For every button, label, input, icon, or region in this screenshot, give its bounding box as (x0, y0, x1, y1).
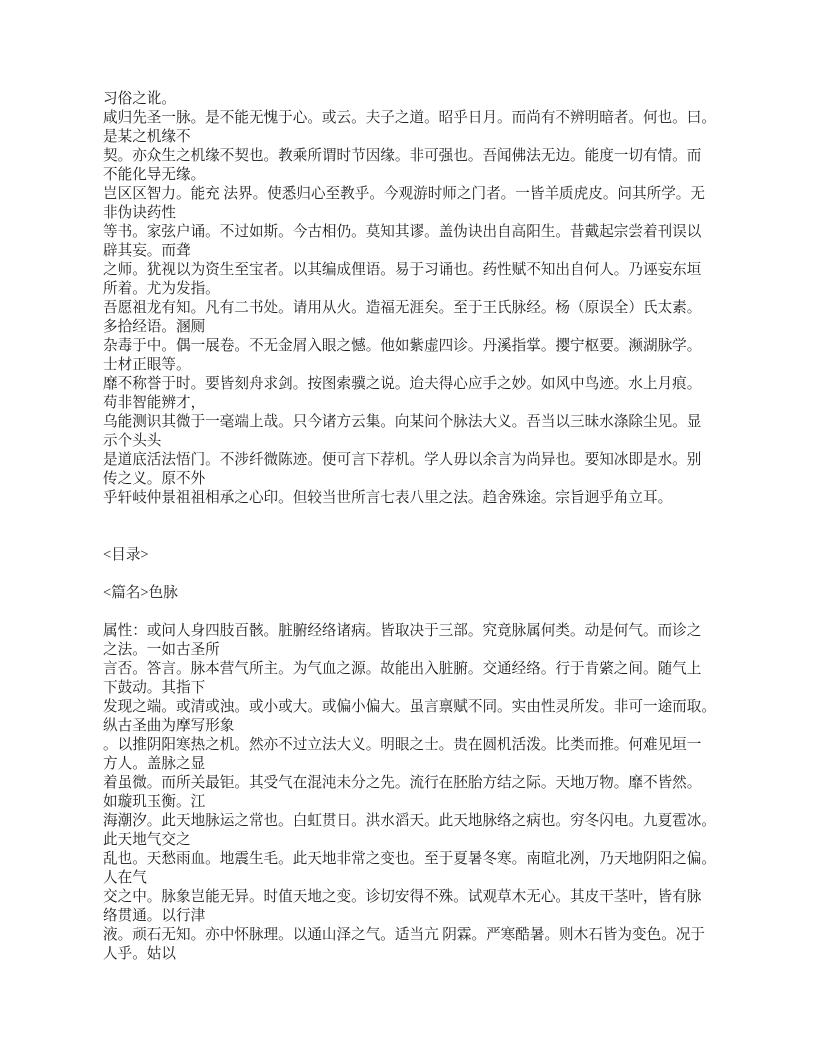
text-line: 吾愿祖龙有知。凡有二书处。请用从火。造福无涯矣。至于王氏脉经。杨（原误全）氏太素。 (103, 300, 702, 316)
text-line: 下鼓动。其指下 (103, 680, 206, 696)
text-line: 之师。犹视以为资生至宝者。以其编成俚语。易于习诵也。药性赋不知出自何人。乃诬妄东垣 (103, 262, 702, 278)
text-line: 发现之端。或清或浊。或小或大。或偏小偏大。虽言禀赋不同。实由性灵所发。非可一途而取。 (103, 699, 716, 715)
text-line: 方人。盖脉之显 (103, 756, 206, 772)
text-line: 士材正眼等。 (103, 357, 191, 373)
text-line: 纵古圣曲为摩写形象 (103, 718, 235, 734)
text-line: 示个头头 (103, 433, 162, 449)
text-line: 所着。尤为发指。 (103, 281, 220, 297)
text-line: 是某之机缘不 (103, 129, 191, 145)
text-line: 。以推阴阳寒热之机。然亦不过立法大义。明眼之士。贵在圆机活泼。比类而推。何难见垣一 (103, 737, 702, 753)
preface-paragraph (103, 90, 743, 508)
text-line: 属性：或问人身四肢百骸。脏腑经络诸病。皆取决于三部。究竟脉属何类。动是何气。而诊之 (103, 623, 702, 639)
text-line: 乌能测识其微于一毫端上哉。只今诸方云集。向某问个脉法大义。吾当以三昧水涤除尘见。显 (103, 414, 702, 430)
blank-lines (103, 508, 743, 546)
text-line: 契。亦众生之机缘不契也。教乘所谓时节因缘。非可强也。吾闻佛法无边。能度一切有情。而 (103, 148, 702, 164)
text-line: 多拾经语。溷厕 (103, 319, 206, 335)
text-line: 言否。答言。脉本营气所主。为气血之源。故能出入脏腑。交通经络。行于肯綮之间。随气上 (103, 661, 702, 677)
text-line: 乱也。天愁雨血。地震生毛。此天地非常之变也。至于夏暑冬寒。南暄北冽，乃天地阴阳之偏。 (103, 851, 716, 867)
text-line: 靡不称誉于时。要皆刻舟求剑。按图索骥之说。迨夫得心应手之妙。如风中鸟迹。水上月痕。 (103, 376, 702, 392)
text-line: 络贯通。以行津 (103, 908, 206, 924)
text-line: 不能化导无缘。 (103, 167, 206, 183)
blank-line (103, 603, 743, 622)
text-line: 着虽微。而所关最钜。其受气在混沌未分之先。流行在胚胎方结之际。天地万物。靡不皆然。 (103, 775, 702, 791)
text-line: 交之中。脉象岂能无异。时值天地之变。诊切安得不殊。试观草木无心。其皮干茎叶，皆有脉 (103, 889, 702, 905)
text-line: 海潮汐。此天地脉运之常也。白虹贯日。洪水滔天。此天地脉络之病也。穷冬闪电。九夏雹冰。 (103, 813, 716, 829)
text-line: 人在气 (103, 870, 147, 886)
body-paragraph (103, 622, 743, 964)
text-line: 液。顽石无知。亦中怀脉理。以通山泽之气。适当亢 阴霖。严寒酷暑。则木石皆为变色。况于 (103, 927, 705, 943)
text-line: 杂毒于中。偶一展卷。不无金屑入眼之憾。他如紫虚四诊。丹溪指掌。撄宁枢要。濒湖脉学。 (103, 338, 702, 354)
text-line: 如璇玑玉衡。江 (103, 794, 206, 810)
text-content (103, 90, 743, 964)
section-title: <篇名>色脉 (103, 585, 178, 601)
text-line: 辟其妄。而聋 (103, 243, 191, 259)
text-line: 是道底活法悟门。不涉纤微陈迹。便可言下荐机。学人毋以余言为尚异也。要知冰即是水。别 (103, 452, 702, 468)
text-line: 非伪诀药性 (103, 205, 176, 221)
toc-marker: <目录> (103, 547, 149, 563)
text-line: 人乎。姑以 (103, 946, 176, 962)
blank-line (103, 565, 743, 584)
text-line: 之法。一如古圣所 (103, 642, 220, 658)
text-line: 传之义。原不外 (103, 471, 206, 487)
text-line: 此天地气交之 (103, 832, 191, 848)
text-line: 苟非智能辨才， (103, 395, 206, 411)
text-line: 岂区区智力。能充 法界。使悉归心至教乎。今观游时师之门者。一皆羊质虎皮。问其所学。无 (103, 186, 705, 202)
text-line: 习俗之讹。 (103, 91, 176, 107)
text-line: 咸归先圣一脉。是不能无愧于心。或云。夫子之道。昭乎日月。而尚有不辨明暗者。何也。曰。 (103, 110, 716, 126)
text-line: 乎轩岐仲景祖祖相承之心印。但较当世所言七表八里之法。趋舍殊途。宗旨迥乎角立耳。 (103, 490, 673, 506)
text-line: 等书。家弦户诵。不过如斯。今古相仍。莫知其谬。盖伪诀出自高阳生。昔戴起宗尝着刊误以 (103, 224, 702, 240)
